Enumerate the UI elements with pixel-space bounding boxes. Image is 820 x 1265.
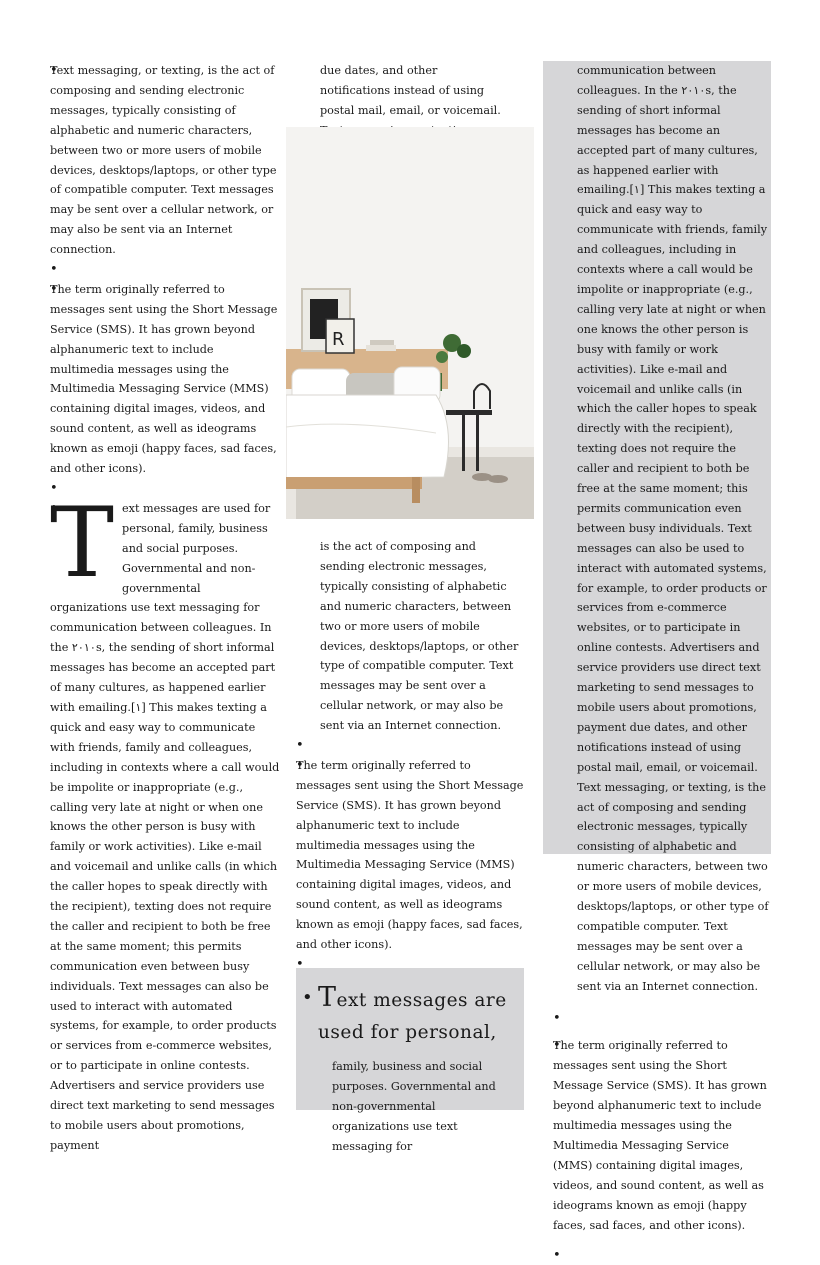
paragraph-3-text: ext messages are used for personal, family, business and social purposes. Governmental and non-governmental organizations use text messaging for communication between colleagues. In the ٢٠١٠s, the sending of short informal messages has become an accepted part of many cultures, as happened earlier with emailing.[١] This makes texting a quick and easy way to communicate with friends, family and colleagues, including in contexts where a call would be impolite or inappropriate (e.g., calling very late at night or when one knows the other person is busy with family or work activities). Like e-mail and voicemail and unlike calls (in which the caller hopes to speak directly with the recipient), texting does not require the caller and recipient to both be free at the same moment; this permits communication even between busy individuals. Text messages can also be used to interact with automated systems, for example, to order products or services from e-commerce websites, or to participate in online contests. Advertisers and service providers use direct text marketing to send messages to mobile users about promotions, payment (50, 501, 280, 1152)
pull-quote-box (296, 968, 524, 1153)
empty-bullet (553, 1246, 769, 1265)
paragraph-2: • The term originally referred to messages sent using the Short Message Service (SMS). It has grown beyond alphanumeric text to include multimedia messages using the Multimedia Messaging Service (MMS) containing digital images, videos, and sound content, as well as ideograms known as emoji (happy faces, sad faces, and other icons). (50, 280, 280, 479)
paragraph-6: • The term originally referred to messages sent using the Short Message Service (SMS). It has grown beyond alphanumeric text to include multimedia messages using the Multimedia Messaging Service (MMS) containing digital images, videos, and sound content, as well as ideograms known as emoji (happy faces, sad faces, and other icons). (553, 1036, 769, 1235)
pull-quote-line-2: used for personal, (318, 1022, 497, 1043)
bedroom-photo (286, 127, 534, 519)
paragraph-1: • Text messaging, or texting, is the act of composing and sending electronic messages, typically consisting of alphabetic and numeric characters, between two or more users of mobile devices, desktops/laptops, or other type of compatible computer. Text messages may be sent over a cellular network, or may also be sent via an Internet connection. (50, 61, 280, 260)
paragraph-4: is the act of composing and sending electronic messages, typically consisting of alphabetic and numeric characters, between two or more users of mobile devices, desktops/laptops, or other type of compatible computer. Text messages may be sent over a cellular network, or may also be sent via an Internet connection. (320, 540, 519, 733)
spacer (553, 997, 769, 1009)
spacer (553, 1028, 769, 1036)
empty-bullet (296, 736, 524, 756)
column-2-bottom (296, 537, 524, 975)
spacer (553, 1236, 769, 1246)
paragraph-continuation: due dates, and other notifications instead of using postal mail, email, or voicemail. (320, 64, 501, 117)
drop-cap: • T (50, 486, 115, 599)
empty-bullet (50, 260, 280, 280)
pull-quote-heading (302, 982, 524, 1049)
pull-quote-cap: T (318, 982, 337, 1013)
column-1 (50, 61, 280, 1156)
empty-bullet (553, 1009, 769, 1029)
svg-text:R: R (332, 329, 345, 350)
paragraph-5: • The term originally referred to messages sent using the Short Message Service (SMS). It has grown beyond alphanumeric text to include multimedia messages using the Multimedia Messaging Service (MMS) containing digital images, videos, and sound content, as well as ideograms known as emoji (happy faces, sad faces, and other icons). (296, 756, 524, 955)
paragraph-3 (50, 486, 280, 1156)
pull-quote-body: family, business and social purposes. Governmental and non-governmental organizations use text messaging for (332, 1060, 496, 1153)
bullet-icon: • (302, 987, 314, 1008)
column-3 (553, 61, 769, 1265)
shaded-paragraph: communication between colleagues. In the ٢٠١٠s, the sending of short informal messages has become an accepted part of many cultures, as happened earlier with emailing.[١] This makes texting a quick and easy way to communicate with friends, family and colleagues, including in contexts where a call would be impolite or inappropriate (e.g., calling very late at night or when one knows the other person is busy with family or work activities). Like e-mail and voicemail and unlike calls (in which the caller hopes to speak directly with the recipient), texting does not require the caller and recipient to both be free at the same moment; this permits communication even between busy individuals. Text messages can also be used to interact with automated systems, for example, to order products or services from e-commerce websites, or to participate in online contests. Advertisers and service providers use direct text marketing to send messages to mobile users about promotions, payment due dates, and other notifications instead of using postal mail, email, or voicemail. Text messaging, or texting, is the act of composing and sending electronic messages, typically consisting of alphabetic and numeric characters, between two or more users of mobile devices, desktops/laptops, or other type of compatible computer. Text messages may be sent over a cellular network, or may also be sent via an Internet connection. (577, 64, 769, 993)
pull-quote-line-1: ext messages are (336, 990, 507, 1011)
